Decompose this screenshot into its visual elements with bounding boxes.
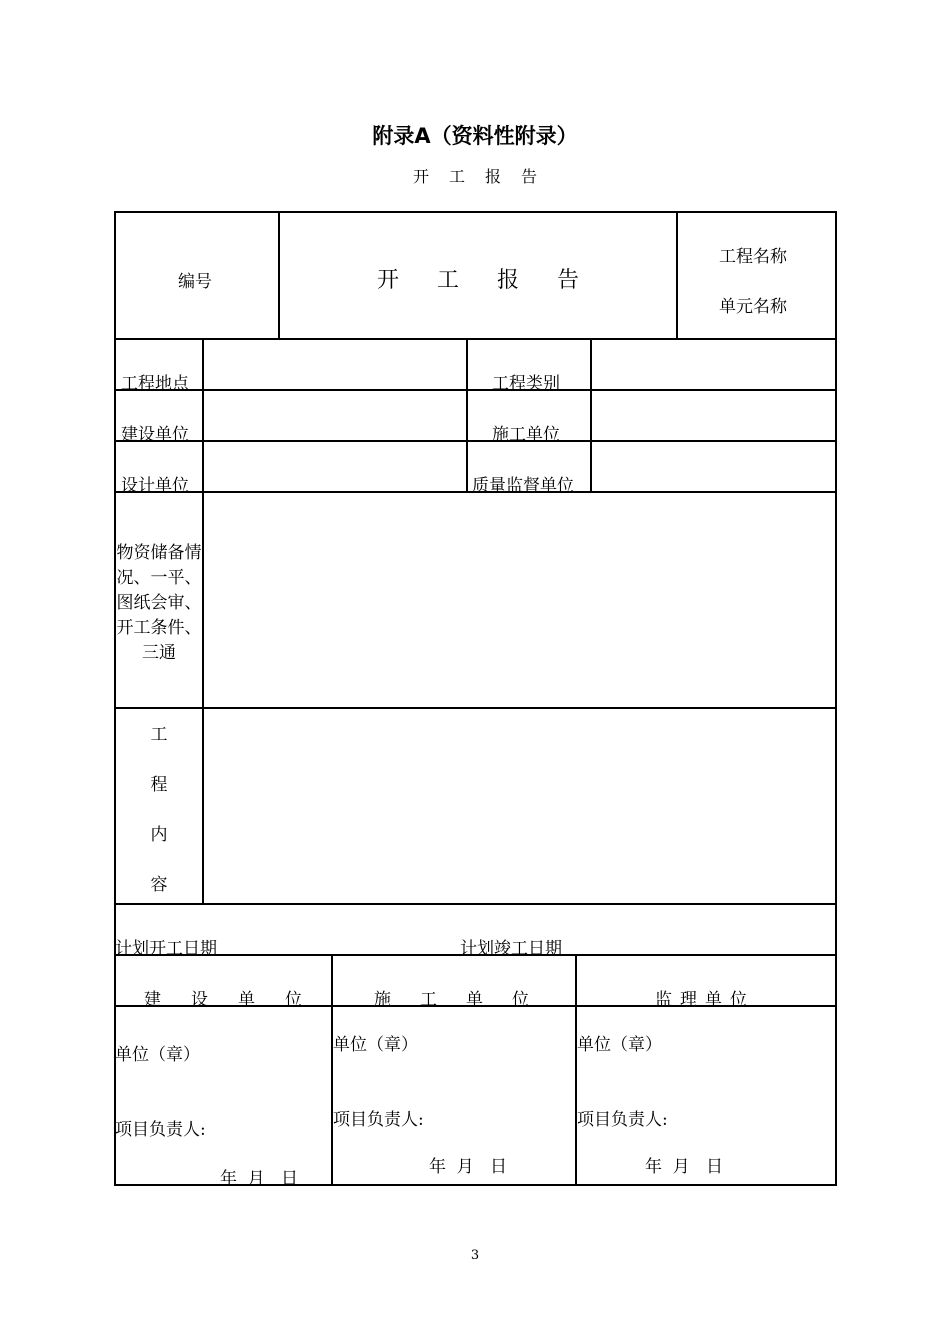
table-rule bbox=[114, 389, 836, 391]
table-border-right bbox=[835, 211, 837, 1185]
content-label-char: 工 bbox=[150, 725, 168, 745]
supervisor-date-label: 年 月 日 bbox=[645, 1157, 724, 1177]
contractor-date-label: 年 月 日 bbox=[429, 1157, 508, 1177]
category-label: 工程类别 bbox=[492, 374, 560, 394]
table-rule bbox=[575, 954, 577, 1185]
project-name-label: 工程名称 bbox=[719, 247, 787, 267]
owner-label: 建设单位 bbox=[121, 425, 189, 445]
owner-seal-label: 单位（章） bbox=[115, 1045, 200, 1065]
code-label: 编号 bbox=[178, 272, 212, 292]
report-title: 开工报告 bbox=[377, 268, 618, 293]
supervisor-seal-label: 单位（章） bbox=[577, 1035, 662, 1055]
content-label-char: 内 bbox=[150, 825, 168, 845]
contractor-sign-header: 施工单位 bbox=[374, 990, 558, 1010]
table-rule bbox=[114, 338, 836, 340]
table-border-top bbox=[114, 211, 836, 213]
owner-manager-label: 项目负责人: bbox=[115, 1120, 206, 1140]
page-title: 附录A（资料性附录） bbox=[372, 124, 578, 148]
supervisor-manager-label: 项目负责人: bbox=[577, 1110, 668, 1130]
table-rule bbox=[114, 903, 836, 905]
supervisor-sign-header: 监理单位 bbox=[655, 990, 755, 1010]
contractor-label: 施工单位 bbox=[492, 425, 560, 445]
owner-date-label: 年 月 日 bbox=[220, 1169, 299, 1189]
contractor-seal-label: 单位（章） bbox=[333, 1035, 418, 1055]
table-rule bbox=[466, 338, 468, 492]
page-number: 3 bbox=[470, 1248, 480, 1263]
owner-sign-header: 建设单位 bbox=[144, 990, 332, 1010]
page-subtitle: 开工报告 bbox=[412, 167, 557, 186]
unit-name-label: 单元名称 bbox=[719, 297, 787, 317]
content-label-char: 程 bbox=[150, 775, 168, 795]
content-label bbox=[144, 710, 174, 910]
planned-start-date-label: 计划开工日期 bbox=[115, 939, 217, 959]
content-label-char: 容 bbox=[150, 875, 168, 895]
supervision-label: 质量监督单位 bbox=[472, 476, 574, 496]
contractor-manager-label: 项目负责人: bbox=[333, 1110, 424, 1130]
designer-label: 设计单位 bbox=[121, 476, 189, 496]
table-rule bbox=[278, 211, 280, 339]
table-rule bbox=[676, 211, 678, 339]
table-rule bbox=[114, 707, 836, 709]
table-rule bbox=[114, 440, 836, 442]
conditions-label: 物资储备情况、一平、图纸会审、开工条件、三通 bbox=[116, 543, 202, 663]
table-border-left bbox=[114, 211, 116, 1185]
location-label: 工程地点 bbox=[121, 374, 189, 394]
table-rule bbox=[590, 338, 592, 492]
planned-end-date-label: 计划竣工日期 bbox=[460, 939, 562, 959]
